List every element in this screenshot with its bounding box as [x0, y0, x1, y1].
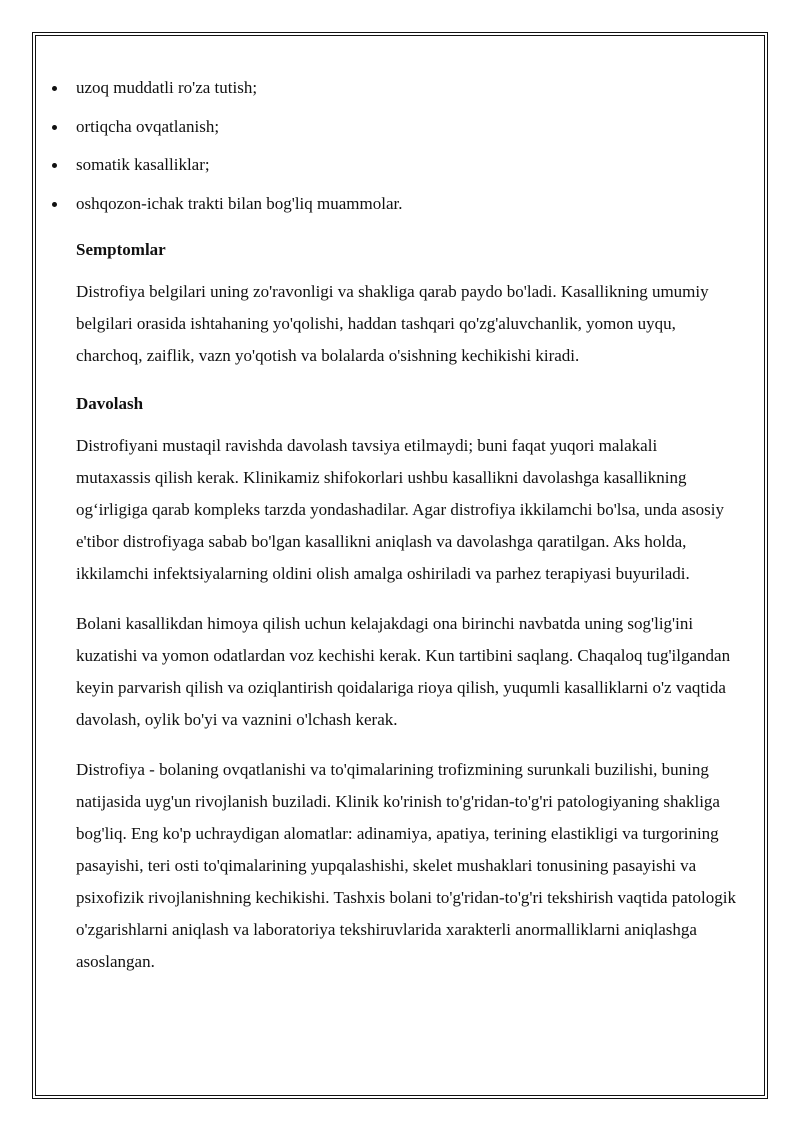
treatment-paragraph: Distrofiyani mustaqil ravishda davolash tavsiya etilmaydi; buni faqat yuqori malakali mutaxassis qilish kerak. Klinikamiz shifokorlari ushbu kasallikni davolashga kasallikning og‘irligiga qarab kompleks tarzda yondashadilar. Agar distrofiya ikkilamchi bo'lsa, unda asosiy e'tibor distrofiyaga sabab bo'lgan kasallikni aniqlash va davolashga qaratilgan. Aks holda, ikkilamchi infektsiyalarning oldini olish amalga oshiriladi va parhez terapiyasi buyuriladi. [76, 436, 724, 583]
treatment-heading: Davolash [76, 394, 144, 413]
bullet-icon [52, 86, 57, 91]
bullet-icon [52, 163, 57, 168]
list-item-text: uzoq muddatli ro'za tutish; [76, 78, 258, 97]
list-item-text: oshqozon-ichak trakti bilan bog'liq muammolar. [76, 193, 403, 213]
bullet-icon [52, 125, 57, 130]
definition-paragraph: Distrofiya - bolaning ovqatlanishi va to'qimalarining trofizmining surunkali buzilishi, buning natijasida uyg'un rivojlanish buziladi. Klinik ko'rinish to'g'ridan-to'g'ri patologiyaning shakliga bog'liq. Eng ko'p uchraydigan alomatlar: adinamiya, apatiya, terining elastikligi va turgorining pasayishi, teri osti to'qimalarining yupqalashishi, skelet mushaklari tonusining pasayishi va psixofizik rivojlanishning kechikishi. Tashxis bolani to'g'ridan-to'g'ri tekshirish vaqtida patologik o'zgarishlarni aniqlash va laboratoriya tekshiruvlarida xarakterli anormalliklarni aniqlashga asoslangan. [76, 760, 736, 971]
list-item [76, 72, 736, 111]
list-item-text: somatik kasalliklar; [76, 155, 210, 174]
list-item-text: ortiqcha ovqatlanish; [76, 116, 220, 136]
symptoms-paragraph: Distrofiya belgilari uning zo'ravonligi va shakliga qarab paydo bo'ladi. Kasallikning umumiy belgilari orasida ishtahaning yo'qolishi, haddan tashqari qo'zg'aluvchanlik, yomon uyqu, charchoq, zaiflik, vazn yo'qotish va bolalarda o'sishning kechikishi kiradi. [76, 282, 709, 365]
cause-list [76, 72, 736, 226]
symptoms-heading: Semptomlar [76, 240, 166, 259]
list-item [76, 149, 736, 188]
prevention-paragraph: Bolani kasallikdan himoya qilish uchun kelajakdagi ona birinchi navbatda uning sog'lig'ini kuzatishi va yomon odatlardan voz kechishi kerak. Kun tartibini saqlang. Chaqaloq tug'ilgandan keyin parvarish qilish va oziqlantirish qoidalariga rioya qilish, yuqumli kasalliklarni o'z vaqtida davolash, oylik bo'yi va vaznini o'lchash kerak. [76, 614, 731, 729]
bullet-icon [52, 202, 57, 207]
list-item [76, 111, 736, 150]
document-body [76, 72, 736, 990]
list-item [76, 188, 736, 227]
